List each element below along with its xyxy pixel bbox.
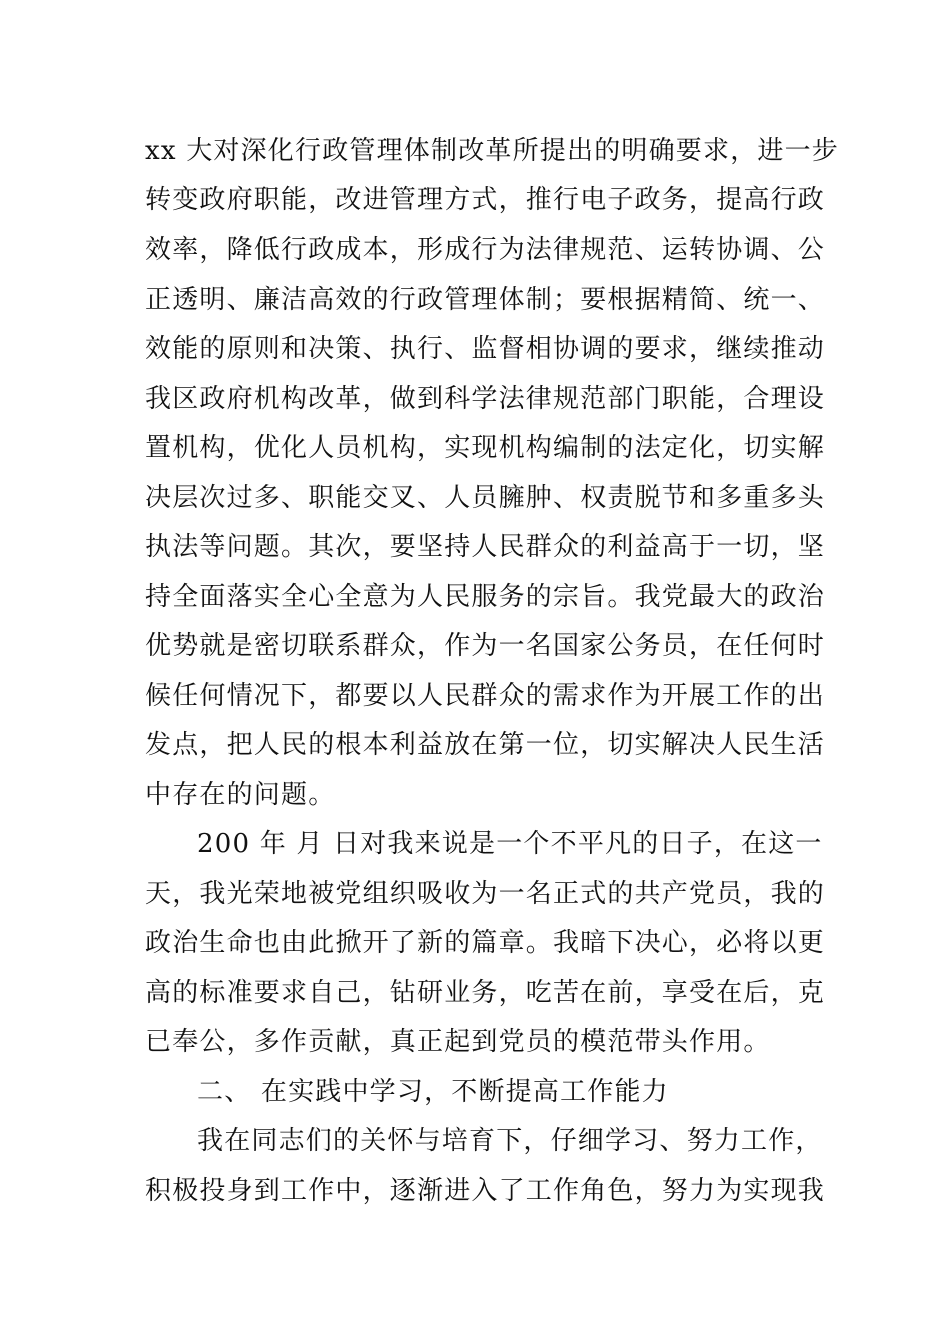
- text-line: 置机构，优化人员机构，实现机构编制的法定化，切实解: [145, 433, 826, 463]
- text-line: xx 大对深化行政管理体制改革所提出的明确要求，进一步: [145, 136, 839, 166]
- text-line: 天，我光荣地被党组织吸收为一名正式的共产党员，我的: [145, 879, 826, 909]
- text-line: 效能的原则和决策、执行、监督相协调的要求，继续推动: [145, 334, 826, 364]
- section-heading: 二、 在实践中学习，不断提高工作能力: [197, 1077, 669, 1107]
- text-line: 发点，把人民的根本利益放在第一位，切实解决人民生活: [145, 730, 826, 760]
- text-line: 候任何情况下，都要以人民群众的需求作为开展工作的出: [145, 681, 826, 711]
- text-line: 积极投身到工作中，逐渐进入了工作角色，努力为实现我: [145, 1176, 826, 1206]
- text-line: 效率，降低行政成本，形成行为法律规范、运转协调、公: [145, 235, 826, 265]
- text-line: 正透明、廉洁高效的行政管理体制；要根据精简、统一、: [145, 285, 826, 315]
- text-line: 优势就是密切联系群众，作为一名国家公务员，在任何时: [145, 631, 826, 661]
- text-line: 决层次过多、职能交叉、人员臃肿、权责脱节和多重多头: [145, 483, 826, 513]
- text-line: 我区政府机构改革，做到科学法律规范部门职能，合理设: [145, 384, 826, 414]
- text-line: 持全面落实全心全意为人民服务的宗旨。我党最大的政治: [145, 582, 826, 612]
- text-line: 已奉公，多作贡献，真正起到党员的模范带头作用。: [145, 1027, 771, 1057]
- text-line: 执法等问题。其次，要坚持人民群众的利益高于一切，坚: [145, 532, 826, 562]
- paragraph-start-line: 我在同志们的关怀与培育下，仔细学习、努力工作，: [197, 1126, 823, 1156]
- text-line: 政治生命也由此掀开了新的篇章。我暗下决心，必将以更: [145, 928, 826, 958]
- paragraph-start-line: 200 年 月 日对我来说是一个不平凡的日子，在这一: [197, 829, 823, 859]
- text-line: 高的标准要求自己，钻研业务，吃苦在前，享受在后，克: [145, 978, 826, 1008]
- text-line: 中存在的问题。: [145, 780, 336, 810]
- text-line: 转变政府职能，改进管理方式，推行电子政务，提高行政: [145, 185, 826, 215]
